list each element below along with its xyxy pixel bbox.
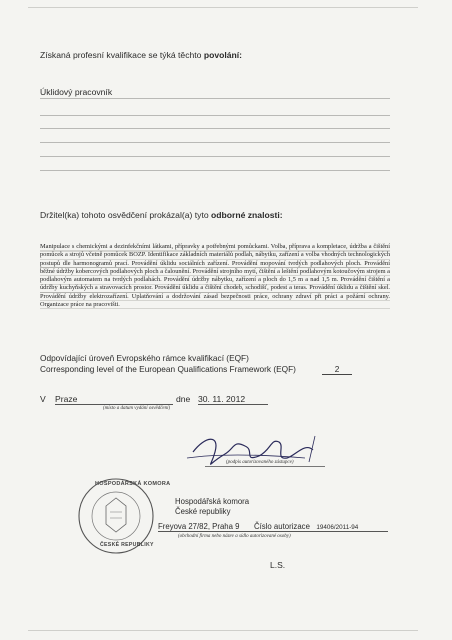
issuer-block (175, 497, 249, 518)
stamp-text-bottom: ČESKÉ REPUBLIKY (100, 542, 154, 548)
competence-heading-text: Držitel(ka) tohoto osvědčení prokázal(a) tyto (40, 210, 209, 220)
occupation-item: Úklidový pracovník (40, 87, 113, 97)
signature-scribble (175, 428, 325, 476)
eqf-line-cz: Odpovídající úroveň Evropského rámce kvalifikací (EQF) (40, 353, 249, 363)
issuer-name-line1: Hospodářská komora (175, 497, 250, 506)
eqf-level-value: 2 (322, 364, 352, 375)
occupation-rule-6 (40, 170, 390, 171)
date-label: dne (176, 394, 191, 404)
place-value-wrap (55, 394, 173, 405)
occupation-rule-3 (40, 128, 390, 129)
occupation-rule-5 (40, 156, 390, 157)
place-value: Praze (55, 394, 173, 405)
competence-heading (40, 210, 283, 220)
top-border (28, 7, 418, 8)
authorization-number (254, 522, 358, 531)
place-date-caption: (místo a datum vydání osvědčení) (103, 406, 171, 411)
stamp-text-top: HOSPODÁŘSKÁ KOMORA (95, 481, 171, 487)
bottom-border (28, 630, 418, 631)
occupation-rule-4 (40, 142, 390, 143)
place-prefix: V (40, 394, 46, 404)
competence-text: Manipulace s chemickými a dezinfekčními látkami, přípravky a potřebnými pomůckami. Volba, příprava a kompletace, údržba a čištění pomůcek a strojů včetně pomůcek BOZP. Identifikace základních materiálů podlah, nábytku, zařízení a volba vhodných technologických postupů dle harmonogramů prací. Provádění úklidu sociálních zařízení. Provádění mopování tvrdých podlahových ploch. Provádění běžné údržby kobercových podlahových ploch a čalounění. Provádění strojního mytí, čištění a leštění podlahovým kotoučovým strojem a podlahovým automatem na tvrdých podlahách. Provádění údržby nábytku, zařízení a ploch do 1,5 m a nad 1,5 m. Provádění čištění a údržby kuchyňských a stravovacích prostor. Provádění úklidu a čištění chodeb, schodišť, podest a teras. Provádění úklidu a čištění skel. Provádění údržby elektrozařízení. Uplatňování a dodržování zásad bezpečnosti práce, ochrany zdraví při práci a požární ochrany. Organizace práce na pracovišti. (40, 243, 390, 309)
issuer-name-line2: České republiky (175, 507, 231, 517)
date-value-wrap (198, 394, 268, 405)
date-value: 30. 11. 2012 (198, 394, 268, 405)
occupation-heading-bold: povolání: (203, 50, 243, 60)
eqf-block (40, 353, 296, 374)
issuer-caption: (obchodní firma nebo název a sídlo autorizované osoby) (178, 534, 291, 539)
authorization-label: Číslo autorizace (254, 522, 310, 531)
authorization-value: 19406/2011-94 (316, 524, 359, 531)
occupation-heading (40, 50, 242, 60)
occupation-heading-text: Získaná profesní kvalifikace se týká těchto (40, 50, 202, 60)
issuer-address-rule (158, 531, 388, 532)
occupation-rule-2 (40, 115, 390, 116)
issuer-address: Freyova 27/82, Praha 9 (158, 522, 240, 531)
seal-label: L.S. (270, 560, 286, 570)
competence-heading-bold: odborné znalosti: (211, 210, 283, 220)
eqf-line-en: Corresponding level of the European Qualifications Framework (EQF) (40, 363, 296, 374)
occupation-rule-1 (40, 98, 390, 99)
signature-rule (205, 466, 325, 467)
signature-caption: (podpis autorizovaného zástupce) (226, 460, 294, 465)
